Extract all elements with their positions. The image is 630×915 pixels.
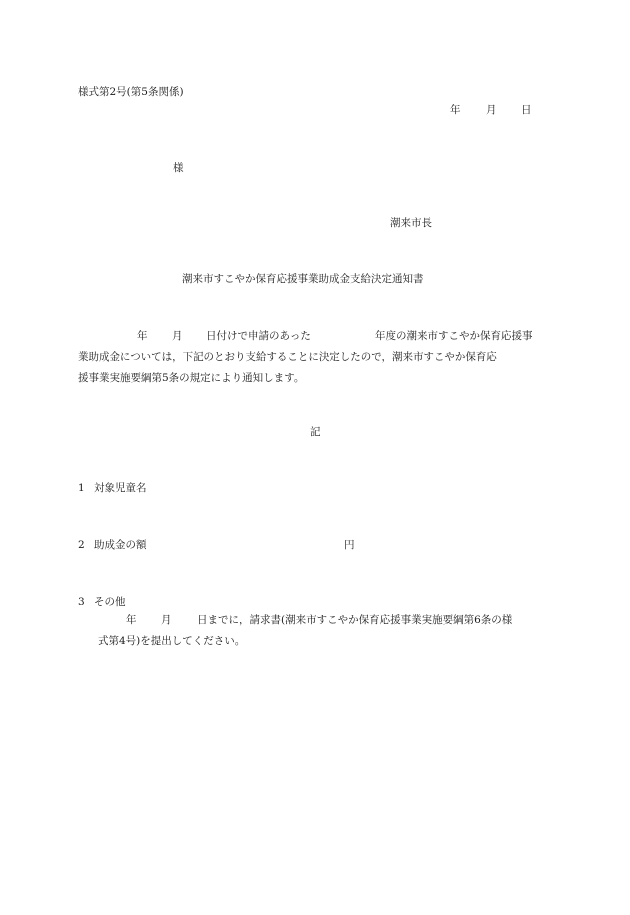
- item3-year: 年: [126, 614, 137, 626]
- item2-unit: 円: [344, 539, 355, 551]
- date-day-label: 日: [521, 104, 532, 116]
- document-title: 潮来市すこやか保育応援事業助成金支給決定通知書: [182, 273, 424, 285]
- form-number: 様式第2号(第5条関係): [78, 86, 184, 98]
- body-line3: 援事業実施要綱第5条の規定により通知します。: [78, 372, 305, 384]
- date-month-label: 月: [486, 104, 497, 116]
- item3-label: その他: [94, 596, 126, 608]
- issuer: 潮来市長: [390, 217, 432, 229]
- body-line1-rest: 日付けで申請のあった: [206, 330, 311, 342]
- body-line2: 業助成金については，下記のとおり支給することに決定したので，潮来市すこやか保育応: [78, 351, 497, 363]
- body-line1-year: 年: [137, 330, 148, 342]
- body-line1-month: 月: [172, 330, 183, 342]
- item2-label: 助成金の額: [94, 539, 147, 551]
- ki-heading: 記: [310, 426, 321, 438]
- item3-line2: 式第4号)を提出してください。: [98, 635, 246, 647]
- item3-number: 3: [78, 596, 85, 608]
- item1-number: 1: [78, 482, 85, 494]
- addressee-suffix: 様: [173, 162, 184, 174]
- body-line1-fiscal: 年度の潮来市すこやか保育応援事: [375, 330, 533, 342]
- item3-line1-rest: 日までに，請求書(潮来市すこやか保育応援事業実施要綱第6条の様: [197, 614, 513, 626]
- item3-month: 月: [161, 614, 172, 626]
- item1-label: 対象児童名: [94, 482, 147, 494]
- item2-number: 2: [78, 539, 85, 551]
- date-year-label: 年: [450, 104, 461, 116]
